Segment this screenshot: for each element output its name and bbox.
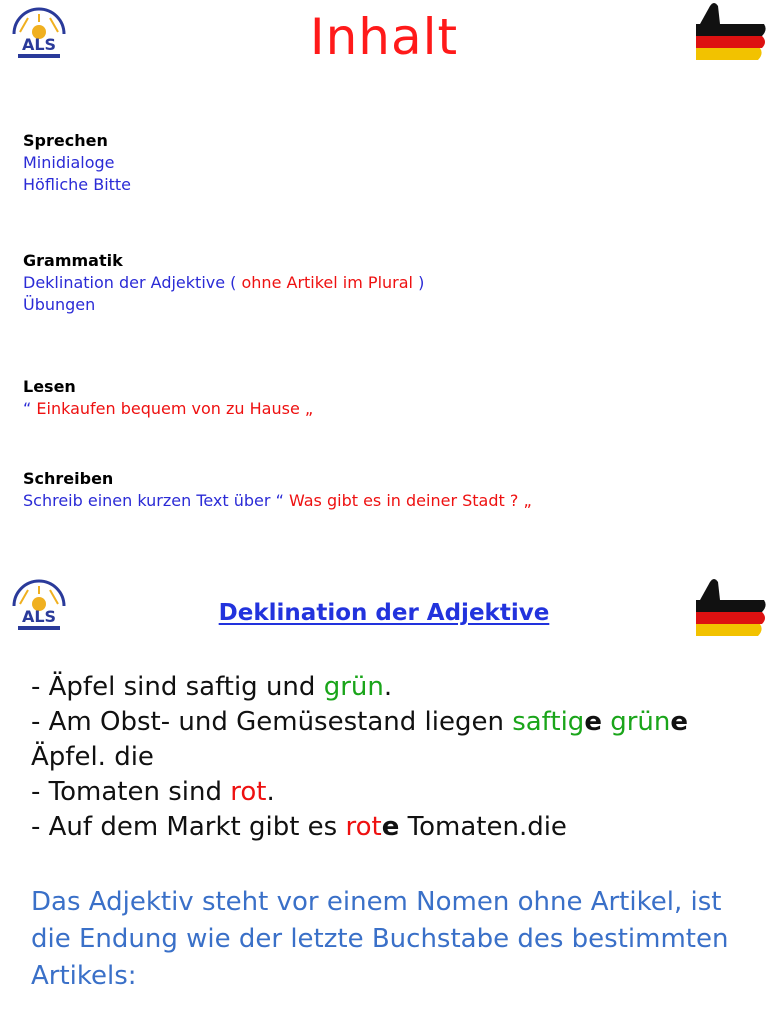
slide-deklination xyxy=(0,568,768,1024)
adjective-highlight: saftig xyxy=(512,707,585,737)
text-segment: ) xyxy=(418,273,425,292)
adjective-highlight: rot xyxy=(230,777,267,807)
text-segment: . xyxy=(266,777,275,807)
text-segment: Was gibt es in deiner Stadt ? „ xyxy=(283,491,532,510)
text-segment: . xyxy=(383,672,393,702)
text-segment: Einkaufen bequem von zu Hause „ xyxy=(31,399,314,418)
ending-highlight: e xyxy=(381,812,400,842)
sentence-line xyxy=(31,775,751,810)
sentence-line: Äpfel. die xyxy=(31,742,154,772)
section-lesen xyxy=(23,376,313,420)
german-flag-thumbs-up-icon xyxy=(690,576,768,646)
section-heading: Lesen xyxy=(23,377,76,396)
slide-title-text: Deklination der Adjektive xyxy=(218,600,550,626)
slide-title xyxy=(0,600,768,626)
section-heading: Schreiben xyxy=(23,469,114,488)
list-item xyxy=(23,398,313,420)
section-grammatik xyxy=(23,250,424,316)
text-segment: Tomaten.die xyxy=(399,812,567,842)
german-flag-thumbs-up-icon xyxy=(690,0,768,70)
section-heading: Sprechen xyxy=(23,131,108,150)
adjective-highlight: rot xyxy=(345,812,382,842)
text-segment: Deklination der Adjektive ( xyxy=(23,273,237,292)
list-item xyxy=(23,272,424,294)
text-segment: - Äpfel sind saftig und xyxy=(31,672,324,702)
svg-text:ALS: ALS xyxy=(21,35,57,54)
section-heading: Grammatik xyxy=(23,251,123,270)
list-item xyxy=(23,490,532,512)
text-segment: - Am Obst- und Gemüsestand liegen xyxy=(31,707,513,737)
adjective-highlight: grün xyxy=(610,707,671,737)
text-segment xyxy=(602,707,610,737)
section-sprechen xyxy=(23,130,131,196)
ending-highlight: e xyxy=(670,707,689,737)
page-title: Inhalt xyxy=(309,8,459,66)
list-item: Übungen xyxy=(23,295,96,314)
example-sentences xyxy=(31,670,751,845)
svg-text:ALS: ALS xyxy=(21,607,57,626)
list-item: Höfliche Bitte xyxy=(23,175,132,194)
sentence-line xyxy=(31,670,751,705)
rule-paragraph: Das Adjektiv steht vor einem Nomen ohne Artikel, ist die Endung wie der letzte Buchstabe des bestimmten Artikels: xyxy=(31,887,729,991)
list-item: Minidialoge xyxy=(23,153,115,172)
text-segment: “ xyxy=(23,399,32,418)
text-segment: ohne Artikel im Plural xyxy=(236,273,419,292)
text-segment: - Tomaten sind xyxy=(31,777,231,807)
adjective-highlight: grün xyxy=(323,672,384,702)
text-segment: Schreib einen kurzen Text über “ xyxy=(23,491,284,510)
sentence-line xyxy=(31,810,751,845)
ending-highlight: e xyxy=(584,707,602,737)
sentence-line xyxy=(31,705,751,740)
text-segment: - Auf dem Markt gibt es xyxy=(31,812,346,842)
section-schreiben xyxy=(23,468,532,512)
